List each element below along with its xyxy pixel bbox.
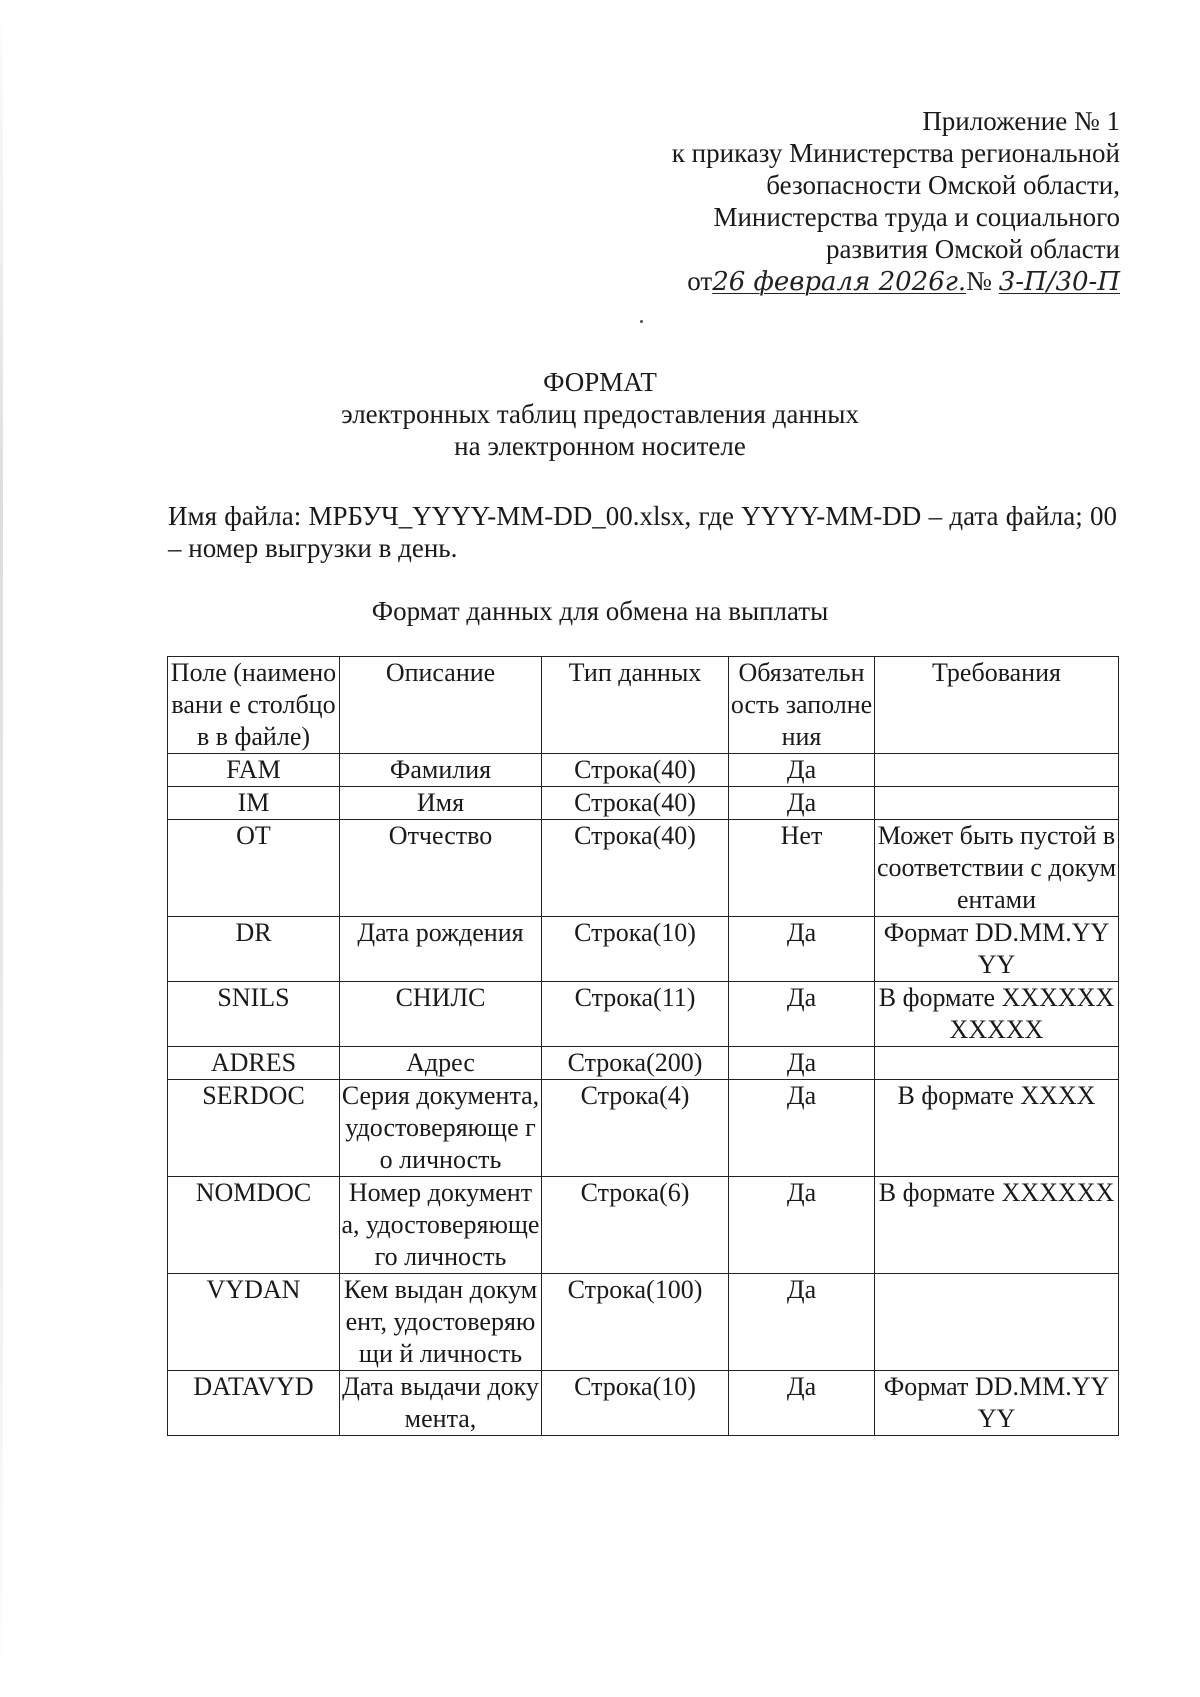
date-prefix: от	[687, 266, 713, 296]
cell-type: Строка(6)	[542, 1177, 729, 1274]
title-line-1: ФОРМАТ	[543, 367, 657, 397]
cell-type: Строка(100)	[542, 1274, 729, 1371]
header-required: Обязательн ость заполнения	[729, 657, 875, 754]
cell-field: SERDOC	[168, 1080, 340, 1177]
cell-description: СНИЛС	[340, 982, 542, 1047]
cell-field: DR	[168, 917, 340, 982]
cell-requirements	[875, 1274, 1119, 1371]
cell-field: IM	[168, 787, 340, 820]
cell-type: Строка(10)	[542, 1371, 729, 1436]
table-row	[168, 1177, 1119, 1274]
cell-required: Да	[729, 754, 875, 787]
table-row	[168, 787, 1119, 820]
cell-required: Нет	[729, 820, 875, 917]
cell-description: Дата рождения	[340, 917, 542, 982]
cell-field: NOMDOC	[168, 1177, 340, 1274]
cell-type: Строка(200)	[542, 1047, 729, 1080]
cell-field: FAM	[168, 754, 340, 787]
cell-required: Да	[729, 787, 875, 820]
cell-type: Строка(4)	[542, 1080, 729, 1177]
cell-required: Да	[729, 982, 875, 1047]
cell-requirements	[875, 787, 1119, 820]
approval-block	[672, 105, 1120, 298]
cell-field: VYDAN	[168, 1274, 340, 1371]
approval-line-3: безопасности Омской области,	[766, 170, 1120, 200]
cell-field: ADRES	[168, 1047, 340, 1080]
cell-description: Адрес	[340, 1047, 542, 1080]
approval-line-2: к приказу Министерства региональной	[671, 138, 1120, 168]
document-title	[0, 366, 1200, 462]
cell-description: Отчество	[340, 820, 542, 917]
handwritten-date: 26 февраля 2026г.	[712, 267, 967, 297]
scan-speck	[640, 320, 643, 323]
cell-description: Дата выдачи документа,	[340, 1371, 542, 1436]
table-row	[168, 1274, 1119, 1371]
cell-required: Да	[729, 1371, 875, 1436]
cell-type: Строка(40)	[542, 787, 729, 820]
title-line-3: на электронном носителе	[454, 431, 746, 461]
cell-field: OT	[168, 820, 340, 917]
cell-required: Да	[729, 1177, 875, 1274]
table-row	[168, 1371, 1119, 1436]
cell-required: Да	[729, 1274, 875, 1371]
cell-requirements: В формате XXXXXXXXXXX	[875, 982, 1119, 1047]
cell-requirements: В формате XXXXXX	[875, 1177, 1119, 1274]
number-prefix: №	[966, 266, 992, 296]
cell-field: SNILS	[168, 982, 340, 1047]
cell-requirements: Может быть пустой в соответствии с документами	[875, 820, 1119, 917]
cell-field: DATAVYD	[168, 1371, 340, 1436]
approval-line-4: Министерства труда и социального	[713, 202, 1120, 232]
cell-required: Да	[729, 917, 875, 982]
cell-required: Да	[729, 1080, 875, 1177]
filename-paragraph: Имя файла: МРБУЧ_YYYY-MM-DD_00.xlsx, где YYYY-MM-DD – дата файла; 00 – номер выгрузки в день.	[168, 501, 1117, 563]
cell-description: Серия документа, удостоверяюще го личность	[340, 1080, 542, 1177]
table-row	[168, 820, 1119, 917]
cell-description: Имя	[340, 787, 542, 820]
cell-requirements	[875, 1047, 1119, 1080]
header-field: Поле (наименовани е столбцов в файле)	[168, 657, 340, 754]
header-requirements: Требования	[875, 657, 1119, 754]
approval-line-1: Приложение № 1	[922, 106, 1120, 136]
cell-type: Строка(40)	[542, 820, 729, 917]
header-data-type: Тип данных	[542, 657, 729, 754]
cell-required: Да	[729, 1047, 875, 1080]
cell-type: Строка(11)	[542, 982, 729, 1047]
cell-requirements: В формате XXXX	[875, 1080, 1119, 1177]
table-row	[168, 754, 1119, 787]
header-description: Описание	[340, 657, 542, 754]
handwritten-number: 3-П/30-П	[998, 267, 1120, 297]
table-row	[168, 982, 1119, 1047]
scan-edge	[0, 0, 3, 1697]
approval-line-5: развития Омской области	[825, 234, 1120, 264]
cell-type: Строка(10)	[542, 917, 729, 982]
cell-requirements: Формат DD.MM.YYYY	[875, 917, 1119, 982]
table-header-row	[168, 657, 1119, 754]
table-row	[168, 917, 1119, 982]
cell-type: Строка(40)	[542, 754, 729, 787]
table-row	[168, 1080, 1119, 1177]
table-title: Формат данных для обмена на выплаты	[371, 596, 829, 626]
format-table	[167, 656, 1119, 1436]
cell-description: Фамилия	[340, 754, 542, 787]
cell-requirements	[875, 754, 1119, 787]
cell-requirements: Формат DD.MM.YYYY	[875, 1371, 1119, 1436]
cell-description: Кем выдан документ, удостоверяющи й личность	[340, 1274, 542, 1371]
cell-description: Номер документа, удостоверяюще го личность	[340, 1177, 542, 1274]
table-row	[168, 1047, 1119, 1080]
approval-date-line	[672, 265, 1120, 298]
title-line-2: электронных таблиц предоставления данных	[341, 399, 859, 429]
